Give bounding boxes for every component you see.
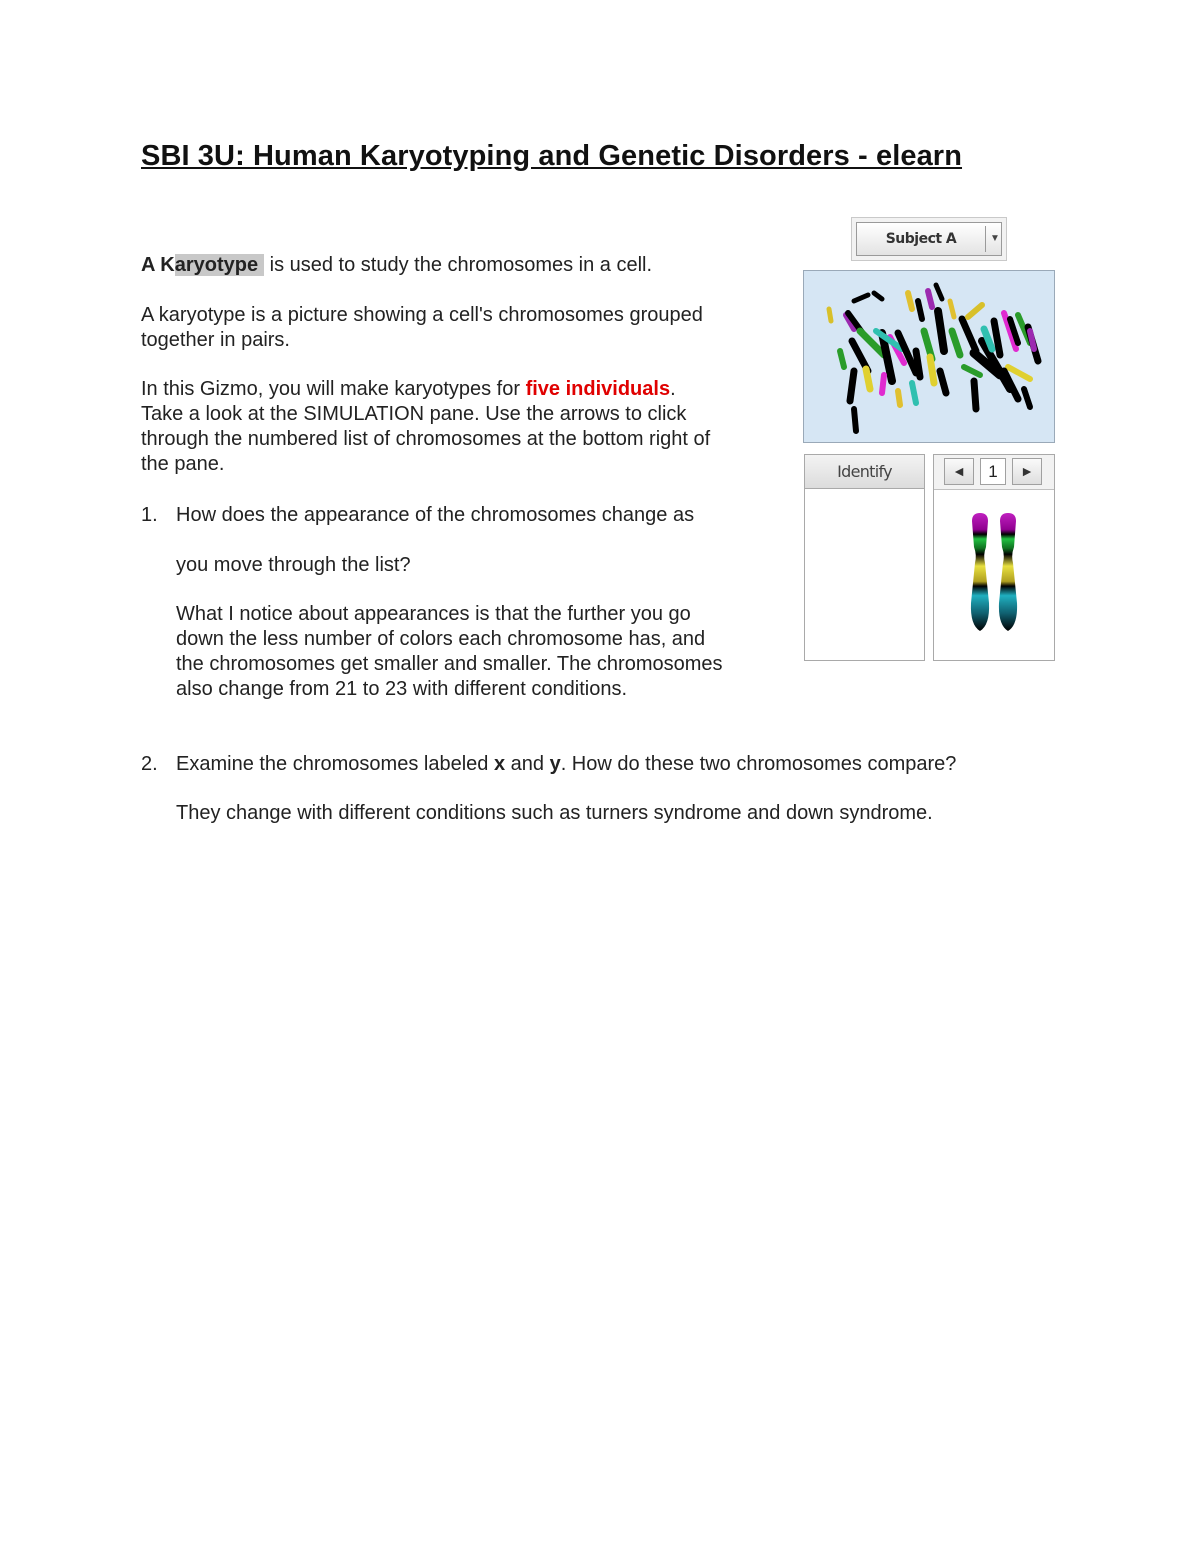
para3-line4: the pane.: [141, 453, 225, 475]
subject-select-value: Subject A: [885, 231, 957, 247]
subject-select[interactable]: [856, 222, 1002, 256]
simulation-pane: [803, 270, 1055, 443]
arrow-left-icon: ◄: [952, 463, 966, 479]
question-1-line2: you move through the list?: [176, 554, 411, 576]
page-title: SBI 3U: Human Karyotyping and Genetic Disorders - elearn: [141, 140, 963, 172]
x-chromosome-label: x: [493, 753, 506, 775]
previous-chromosome-button[interactable]: [944, 458, 974, 485]
para3-line1-prefix: In this Gizmo, you will make karyotypes for: [141, 378, 526, 400]
chromosome-viewer-panel: [933, 454, 1055, 661]
identify-header[interactable]: Identify: [805, 455, 924, 489]
chromosome-spread-image: [804, 271, 1055, 443]
question-2-suffix: . How do these two chromosomes compare?: [560, 753, 957, 775]
chevron-down-icon[interactable]: ▼: [990, 233, 1000, 244]
chromosome-pair-image: [966, 513, 1026, 637]
intro-highlight: aryotype: [175, 254, 264, 276]
answer-1-line2: down the less number of colors each chromosome has, and: [176, 628, 706, 650]
question-2-and: and: [505, 753, 550, 775]
question-1-line1: How does the appearance of the chromosomes change as: [176, 504, 695, 526]
y-chromosome-label: y: [549, 753, 561, 775]
para3-line1-suffix: .: [670, 378, 676, 400]
paragraph-gizmo-instructions: [141, 377, 710, 477]
paragraph-karyotype-definition: [141, 303, 703, 353]
answer-1-line1: What I notice about appearances is that the further you go: [176, 603, 691, 625]
five-individuals-emphasis: five individuals: [525, 378, 671, 400]
intro-prefix: A K: [141, 254, 175, 276]
question-2-prefix: Examine the chromosomes labeled: [176, 753, 494, 775]
answer-2: They change with different conditions such as turners syndrome and down syndrome.: [176, 802, 933, 824]
para2-line2: together in pairs.: [141, 329, 290, 351]
chromosome-nav-bar: [934, 455, 1054, 490]
para2-line1: A karyotype is a picture showing a cell's chromosomes grouped: [141, 304, 703, 326]
identify-panel: [804, 454, 925, 661]
answer-1-line4: also change from 21 to 23 with different conditions.: [176, 678, 628, 700]
para3-line3: through the numbered list of chromosomes at the bottom right of: [141, 428, 711, 450]
next-chromosome-button[interactable]: [1012, 458, 1042, 485]
arrow-right-icon: ►: [1020, 463, 1034, 479]
intro-suffix: is used to study the chromosomes in a cell.: [264, 254, 653, 276]
para3-line2: Take a look at the SIMULATION pane. Use the arrows to click: [141, 403, 687, 425]
question-2-number: 2.: [141, 753, 158, 775]
answer-1-line3: the chromosomes get smaller and smaller. The chromosomes: [176, 653, 723, 675]
answer-1: [176, 602, 723, 702]
question-2-text: [176, 752, 956, 777]
chromosome-number: 1: [980, 458, 1006, 485]
question-1-number: 1.: [141, 504, 158, 526]
dropdown-divider: [985, 226, 986, 252]
subject-select-frame: [851, 217, 1007, 261]
intro-paragraph: [141, 253, 652, 278]
